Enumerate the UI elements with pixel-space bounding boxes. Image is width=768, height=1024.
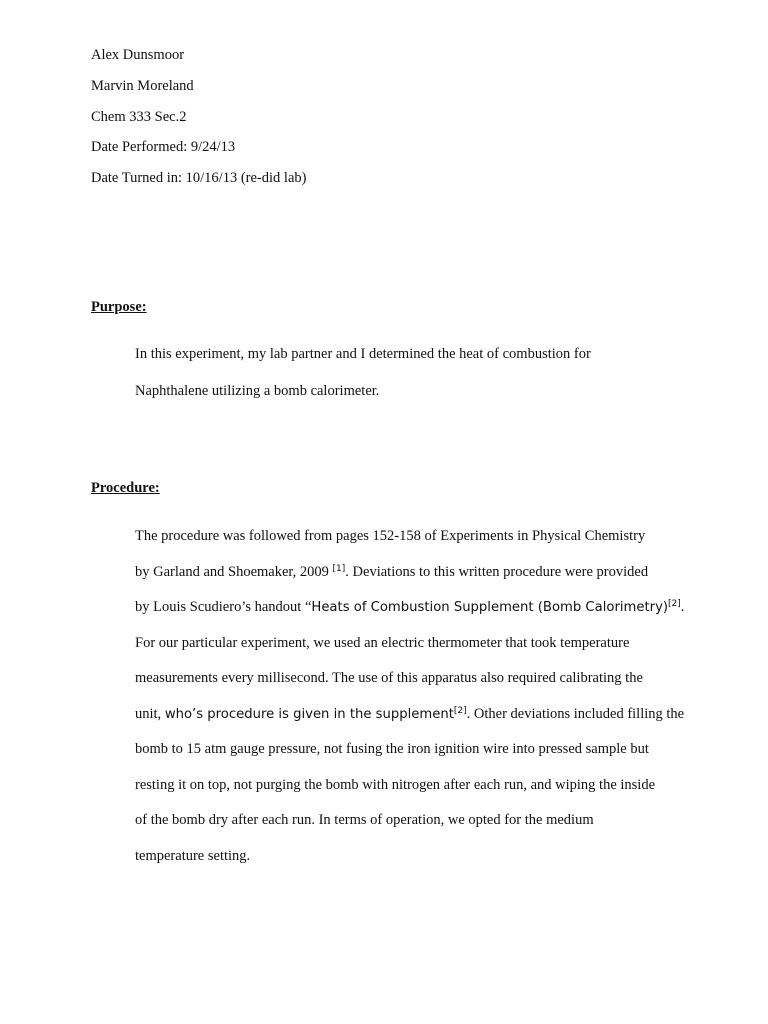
procedure-line-2 [135,563,648,581]
date-performed: Date Performed: 9/24/13 [91,139,236,155]
author-name: Alex Dunsmoor [91,47,185,63]
purpose-line-2: Naphthalene utilizing a bomb calorimeter. [135,383,380,399]
supplement-title: Heats of Combustion Supplement (Bomb Calorimetry) [311,600,669,615]
procedure-line-4: For our particular experiment, we used an electric thermometer that took temperature [135,634,630,651]
procedure-line-6-end: . Other deviations included filling the [466,705,685,722]
purpose-heading: Purpose: [91,299,147,315]
procedure-line-3-end: . [680,599,685,615]
procedure-heading: Procedure: [91,480,160,496]
partner-name: Marvin Moreland [91,78,194,94]
citation-ref-2: [2] [668,599,681,609]
procedure-line-8: resting it on top, not purging the bomb with nitrogen after each run, and wiping the inside [135,776,656,793]
procedure-line-1: The procedure was followed from pages 152-158 of Experiments in Physical Chemistry [135,528,646,544]
procedure-line-7: bomb to 15 atm gauge pressure, not fusing the iron ignition wire into pressed sample but [135,741,649,757]
procedure-line-6 [135,705,684,724]
citation-ref-1: [1] [332,563,346,574]
course-name: Chem 333 Sec.2 [91,109,187,125]
procedure-line-5: measurements every millisecond. The use of this apparatus also required calibrating the [135,670,643,686]
procedure-line-6-start: unit, [135,705,165,722]
purpose-line-1: In this experiment, my lab partner and I determined the heat of combustion for [135,346,591,362]
procedure-line-3-start: by Louis Scudiero’s handout “ [135,599,312,615]
procedure-line-6-sans: who’s procedure is given in the supplement [164,706,454,722]
procedure-line-2-end: . Deviations to this written procedure were provided [345,563,649,580]
procedure-line-2-start: by Garland and Shoemaker, 2009 [135,563,333,580]
procedure-line-10: temperature setting. [135,847,251,864]
date-turned-in: Date Turned in: 10/16/13 (re-did lab) [91,170,307,186]
procedure-line-3 [135,598,684,617]
citation-ref-3: [2] [453,705,467,716]
procedure-line-9: of the bomb dry after each run. In terms of operation, we opted for the medium [135,812,594,828]
